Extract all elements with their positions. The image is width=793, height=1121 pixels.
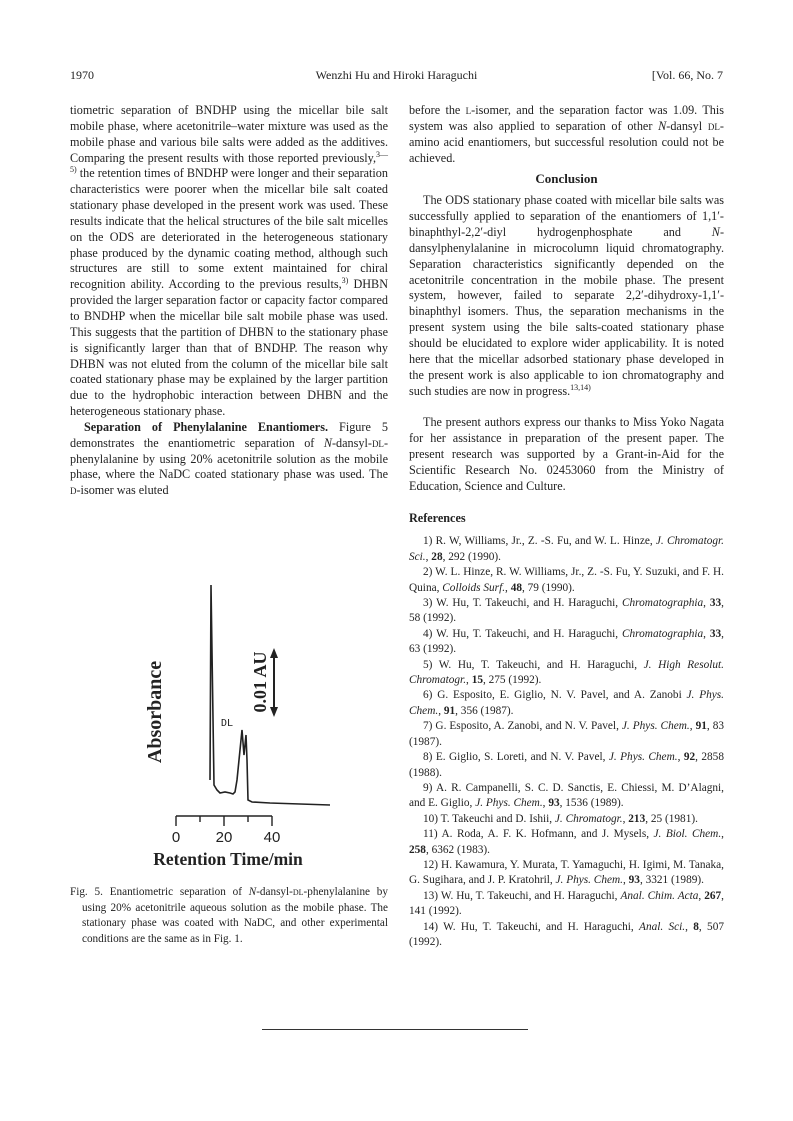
x-axis-label: Retention Time/min <box>153 849 303 869</box>
reference-item: 6) G. Esposito, E. Giglio, N. V. Pavel, and A. Zanobi J. Phys. Chem., 91, 356 (1987). <box>409 689 724 717</box>
running-head-authors: Wenzhi Hu and Hiroki Haraguchi <box>315 68 478 82</box>
x-tick-label: 0 <box>171 829 181 846</box>
acknowledgment-paragraph: The present authors express our thanks to Miss Yoko Nagata for her assistance in preparation of the present paper. The present research was supported by a Grant-in-Aid for the Scientific Research No. 02453060 from the Ministry of Education, Science and Culture. <box>409 415 724 493</box>
conclusion-heading: Conclusion <box>535 171 598 187</box>
peak-label-dl: DL <box>220 718 234 729</box>
figure-5-chromatogram <box>70 580 390 880</box>
scale-bar <box>270 648 278 717</box>
conclusion-paragraph: The ODS stationary phase coated with micellar bile salts was successfully applied to separation of the enantiomers of 1,1′-binaphthyl-2,2′-diyl hydrogenphosphate and N-dansylphenylalanine in microcolumn liquid chromatography. Separation characteristics significantly depended on the acetonitrile concentration in the mobile phase. The present system, however, failed to separate 2,2′-dihydroxy-1,1′-binaphthyl isomers. Thus, the separation mechanisms in the present system using the bile salts-coated stationary phase should be elucidated to explore wider applicability. It is noted here that the micellar adsorbed stationary phase developed in the present work is also applicable to ion chromatography and such studies are now in progress.$^{13,14)}$ <box>409 193 724 398</box>
reference-item: 10) T. Takeuchi and D. Ishii, J. Chromatogr., 213, 25 (1981). <box>423 812 698 825</box>
reference-item: 13) W. Hu, T. Takeuchi, and H. Haraguchi, Anal. Chim. Acta, 267, 141 (1992). <box>409 889 724 918</box>
reference-item: 1) R. W, Williams, Jr., Z. -S. Fu, and W. L. Hinze, J. Chromatogr. Sci., 28, 292 (1990). <box>409 535 724 563</box>
reference-item: 14) W. Hu, T. Takeuchi, and H. Haraguchi, Anal. Sci., 8, 507 (1992). <box>409 920 724 948</box>
x-axis <box>176 816 272 826</box>
scale-bar-label: 0.01 AU <box>250 651 270 713</box>
chromatogram-trace <box>210 585 330 805</box>
right-paragraph-1: before the l-isomer, and the separation factor was 1.09. This system was also applied to separation of other N-dansyl dl-amino acid enantiomers, but successful resolution could not be achieved. <box>409 103 724 165</box>
reference-item: 5) W. Hu, T. Takeuchi, and H. Haraguchi, J. High Resolut. Chromatogr., 15, 275 (1992). <box>409 658 724 687</box>
y-axis-label: Absorbance <box>144 660 166 764</box>
reference-item: 9) A. R. Campanelli, S. C. D. Sanctis, E. Chiessi, M. D’Alagni, and E. Giglio, J. Phys. Chem., 93, 1536 (1989). <box>409 781 724 810</box>
reference-item: 2) W. L. Hinze, R. W. Williams, Jr., Z. -S. Fu, Y. Suzuki, and F. H. Quina, Colloids Surf., 48, 79 (1990). <box>409 566 724 594</box>
running-head-journal: [Vol. 66, No. 7 <box>651 68 723 82</box>
figure-5-caption: Fig. 5. Enantiometric separation of N-dansyl-dl-phenylalanine by using 20% acetonitrile aqueous solution as the mobile phase. The stationary phase was coated with NaDC, and other experimental conditions are the same as in Fig. 1. <box>70 886 388 945</box>
reference-item: 12) H. Kawamura, Y. Murata, T. Yamaguchi, H. Igimi, M. Tanaka, G. Sugihara, and J. P. Kratohril, J. Phys. Chem., 93, 3321 (1989). <box>409 858 724 887</box>
page-number: 1970 <box>70 68 94 82</box>
reference-item: 11) A. Roda, A. F. K. Hofmann, and J. Mysels, J. Biol. Chem., 258, 6362 (1983). <box>409 828 724 856</box>
x-tick-label: 20 <box>215 829 233 846</box>
subsection-heading: Separation of Phenylalanine Enantiomers. <box>84 419 329 434</box>
x-tick-label: 40 <box>263 829 281 846</box>
reference-list <box>409 534 724 950</box>
reference-item: 8) E. Giglio, S. Loreti, and N. V. Pavel, J. Phys. Chem., 92, 2858 (1988). <box>409 751 724 779</box>
left-column <box>70 103 388 499</box>
left-paragraph-2: Separation of Phenylalanine Enantiomers. Figure 5 demonstrates the enantiometric separation of N-dansyl-dl-phenylalanine by using 20% acetonitrile solution as the mobile phase, where the NaDC coated stationary phase was used. The d-isomer was eluted <box>70 419 388 498</box>
reference-item: 7) G. Esposito, A. Zanobi, and N. V. Pavel, J. Phys. Chem., 91, 83 (1987). <box>409 720 725 748</box>
references-heading: References <box>409 510 466 525</box>
reference-item: 3) W. Hu, T. Takeuchi, and H. Haraguchi, Chromatographia, 33, 58 (1992). <box>409 597 724 625</box>
left-paragraph-1: tiometric separation of BNDHP using the micellar bile salt mobile phase, where acetonitrile–water mixture was used as the mobile phase and various bile salts were added as the additives. Comparing the present results with those reported previously,$^{3—5)}$ the retention times of BNDHP were longer and their separation characteristics were poorer when the micellar bile salt coated stationary phase developed in the present work was used. These results indicate that the helical structures of the bile salt micelles on the ODS are deteriorated in the heterogeneous stationary phase produced by the dynamic coating method, although such structures are still to some extent maintained for chiral recognition ability. According to the previous results,$^{3)}$ DHBN provided the larger separation factor or capacity factor compared to BNDHP when the micellar bile salt mobile phase was used. This suggests that the partition of DHBN to the stationary phase is significantly larger than that of BNDHP. The reason why DHBN was not eluted from the column of the micellar bile salt coated stationary phase may be explained by the larger partition due to the hydrophobic interaction between DHBN and the heterogeneous stationary phase. <box>70 103 388 419</box>
end-rule <box>262 1029 528 1030</box>
right-column <box>409 103 724 950</box>
reference-item: 4) W. Hu, T. Takeuchi, and H. Haraguchi, Chromatographia, 33, 63 (1992). <box>409 627 724 656</box>
